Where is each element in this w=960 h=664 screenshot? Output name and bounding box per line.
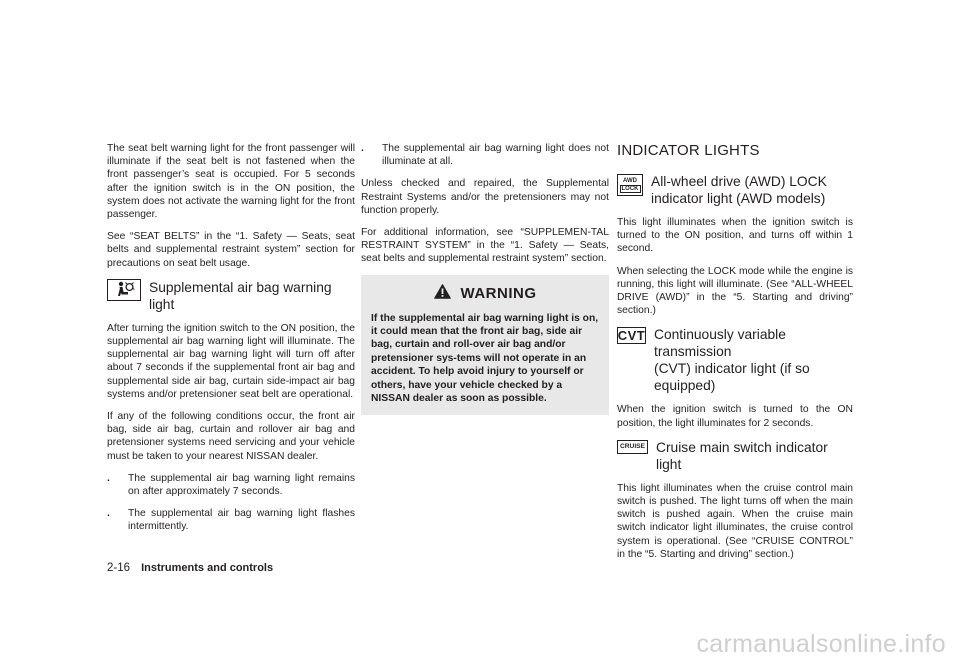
middle-column bbox=[361, 142, 609, 415]
airbag-warning-title: Supplemental air bag warning light bbox=[149, 279, 332, 312]
bullet-dot: . bbox=[107, 508, 110, 520]
list-item bbox=[361, 142, 609, 168]
additional-info-paragraph: For additional information, see “SUPPLEMEN-TAL RESTRAINT SYSTEM” in the “1. Safety — Seats, seat belts and supplemental restraint system” section. bbox=[361, 227, 609, 265]
cvt-title-line3: equipped) bbox=[654, 378, 716, 394]
unless-repaired-paragraph: Unless checked and repaired, the Supplemental Restraint Systems and/or the pretensioners may not function properly. bbox=[361, 178, 609, 216]
cvt-title-line2: (CVT) indicator light (if so bbox=[654, 361, 810, 377]
airbag-ignition-paragraph: After turning the ignition switch to the ON position, the supplemental air bag warning light will illuminate. The supplemental air bag warning light will turn off after about 7 seconds if the supplemental front air bag and supplemental side air bag, curtain side-impact air bag systems and/or pretensioner seat belt are operational. bbox=[107, 322, 355, 400]
awd-lock-icon bbox=[617, 174, 643, 196]
page-number: 2-16 bbox=[107, 562, 131, 574]
warning-triangle-icon bbox=[434, 284, 451, 304]
awd-lock-title bbox=[651, 173, 827, 207]
warning-header bbox=[371, 284, 599, 304]
list-item bbox=[107, 472, 355, 498]
cvt-title-line1: Continuously variable transmission bbox=[654, 327, 786, 360]
watermark: carmanualsonline.info bbox=[696, 630, 946, 658]
bullet-dot: . bbox=[361, 143, 364, 154]
cruise-heading bbox=[617, 439, 853, 473]
airbag-conditions-paragraph: If any of the following conditions occur, the front air bag, side air bag, curtain and rollover air bag and pretensioner systems need servicing and your vehicle must be taken to your nearest NISSAN dealer. bbox=[107, 411, 355, 462]
cvt-paragraph: When the ignition switch is turned to the ON position, the light illuminates for 2 seconds. bbox=[617, 404, 853, 429]
right-column bbox=[617, 142, 853, 570]
left-column bbox=[107, 142, 355, 543]
awd-lock-mode-paragraph: When selecting the LOCK mode while the engine is running, this light will illuminate. (See “ALL-WHEEL DRIVE (AWD)” in the “5. Starting and driving” section.) bbox=[617, 265, 853, 317]
cvt-indicator-icon bbox=[617, 327, 646, 344]
cruise-icon-text: CRUISE bbox=[620, 443, 645, 451]
section-name: Instruments and controls bbox=[141, 562, 274, 574]
warning-box bbox=[361, 275, 609, 416]
airbag-warning-heading bbox=[107, 279, 355, 313]
list-item-text: The supplemental air bag warning light flashes intermittently. bbox=[128, 508, 355, 533]
bullet-dot: . bbox=[107, 472, 110, 484]
cruise-paragraph: This light illuminates when the cruise control main switch is pushed. The light turns off when the main switch is pushed again. When the cruise main switch indicator light illuminates, the cruise control system is operational. (See “CRUISE CONTROL” in the “5. Starting and driving” section.) bbox=[617, 482, 853, 560]
list-item-text: The supplemental air bag warning light remains on after approximately 7 seconds. bbox=[128, 472, 355, 498]
list-item bbox=[107, 507, 355, 533]
awd-icon-text: AWD bbox=[623, 177, 637, 184]
awd-title-line1: All-wheel drive (AWD) LOCK bbox=[651, 174, 827, 189]
warning-text: If the supplemental air bag warning light is on, it could mean that the front air bag, side air bag, curtain and roll-over air bag and/or pretensioner sys-tems will not operate in an accident. To help avoid injury to yourself or others, have your vehicle checked by a NISSAN dealer as soon as possible. bbox=[371, 312, 599, 405]
page-footer bbox=[107, 562, 273, 574]
list-item-text: The supplemental air bag warning light does not illuminate at all. bbox=[382, 143, 609, 168]
awd-title-line2: indicator light (AWD models) bbox=[651, 191, 826, 206]
cruise-indicator-icon bbox=[617, 440, 648, 454]
awd-lock-heading bbox=[617, 173, 853, 207]
cvt-heading bbox=[617, 326, 853, 394]
awd-ignition-paragraph: This light illuminates when the ignition switch is turned to the ON position, and turns off within 1 second. bbox=[617, 217, 853, 255]
indicator-lights-title: INDICATOR LIGHTS bbox=[617, 142, 760, 159]
cruise-title: Cruise main switch indicator light bbox=[656, 439, 828, 472]
lock-icon-text: LOCK bbox=[621, 185, 639, 192]
cvt-title bbox=[654, 326, 853, 394]
warning-label: WARNING bbox=[460, 285, 537, 303]
see-seatbelts-paragraph: See “SEAT BELTS” in the “1. Safety — Seats, seat belts and supplemental restraint system” section for precautions on seat belt usage. bbox=[107, 231, 355, 269]
seatbelt-paragraph: The seat belt warning light for the front passenger will illuminate if the seat belt is not fastened when the front passenger’s seat is occupied. For 5 seconds after the ignition switch is in the ON position, the system does not activate the warning light for the front passenger. bbox=[107, 143, 355, 221]
cvt-icon-text: CVT bbox=[617, 328, 646, 344]
airbag-warning-icon bbox=[107, 279, 141, 301]
